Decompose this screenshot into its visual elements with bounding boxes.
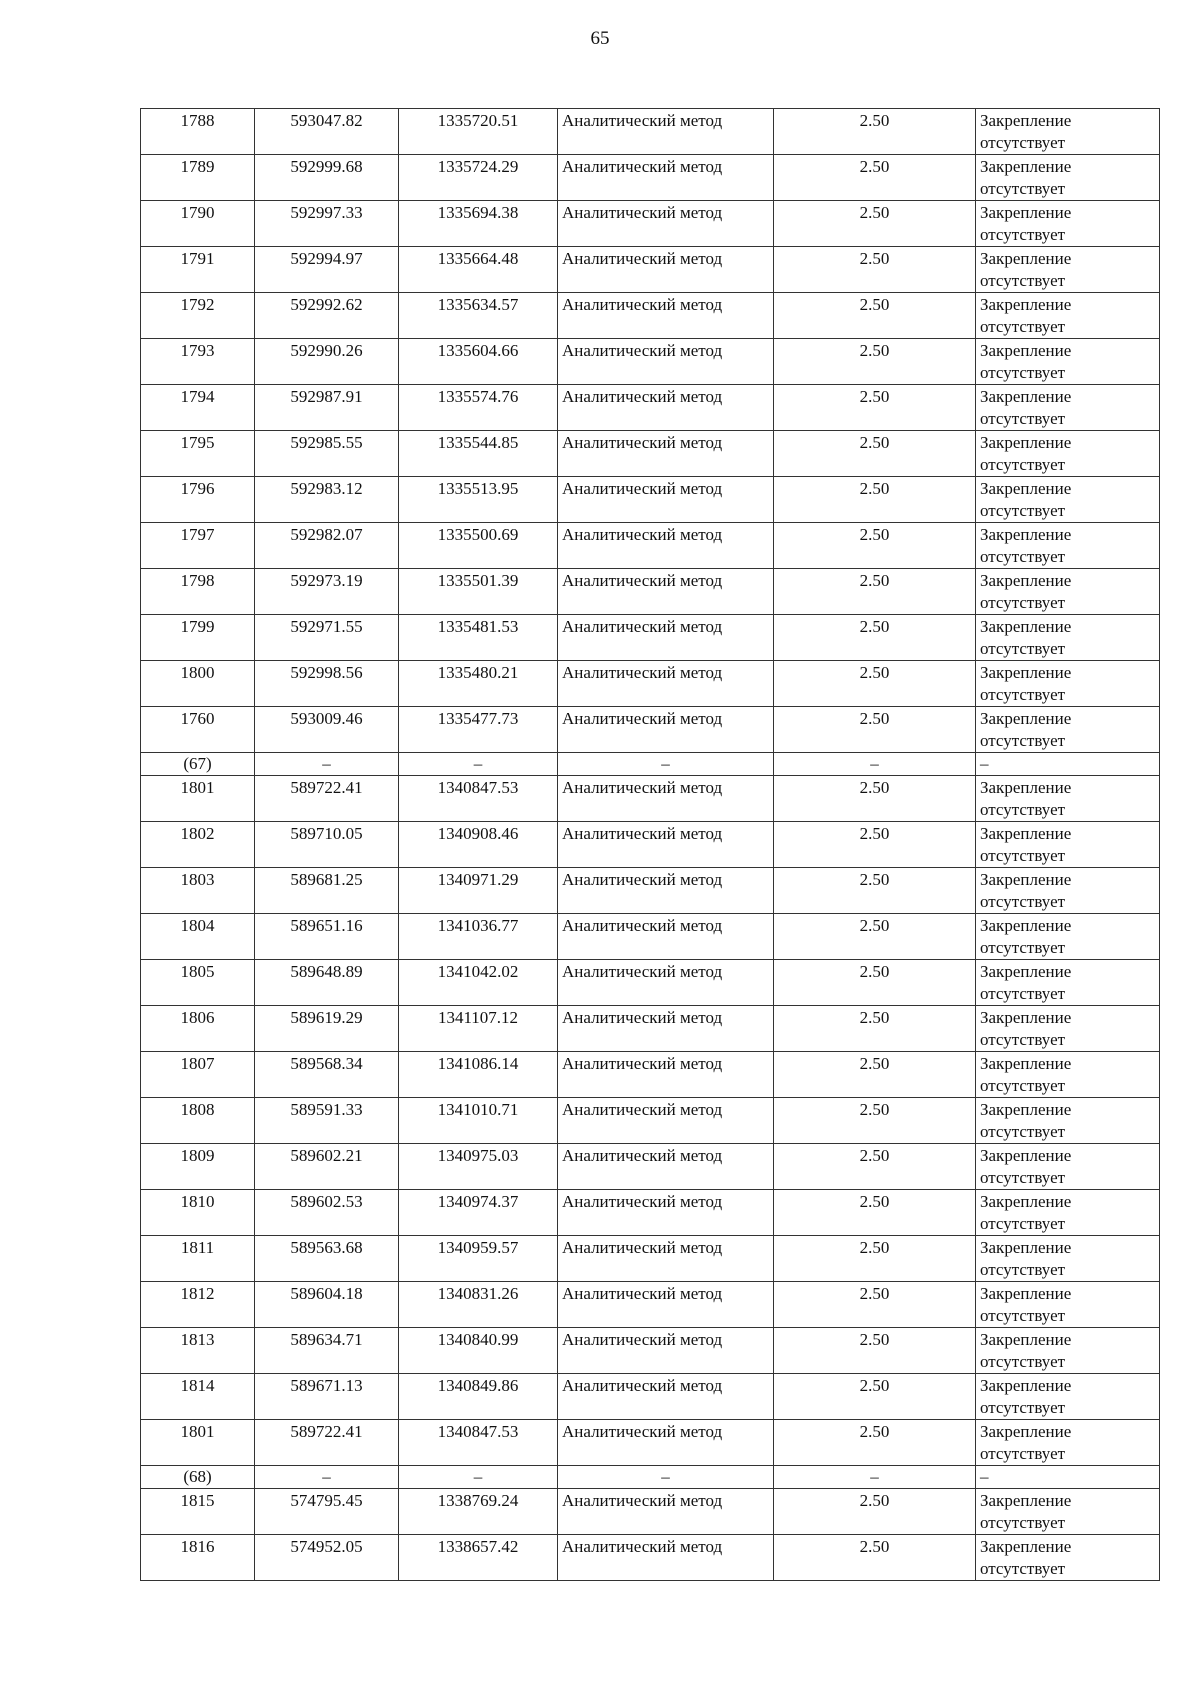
table-row <box>141 1489 1160 1535</box>
table-row <box>141 1328 1160 1374</box>
table-row <box>141 776 1160 822</box>
accuracy-cell: 2.50 <box>774 1374 976 1420</box>
point-number-cell: 1798 <box>141 569 255 615</box>
fixing-description-cell: Закрепление отсутствует <box>976 431 1160 477</box>
x-coordinate-cell: – <box>255 1466 399 1489</box>
fixing-description-cell: Закрепление отсутствует <box>976 109 1160 155</box>
method-cell: Аналитический метод <box>558 477 774 523</box>
table-row <box>141 339 1160 385</box>
accuracy-cell: 2.50 <box>774 707 976 753</box>
table-row <box>141 1374 1160 1420</box>
x-coordinate-cell: 592992.62 <box>255 293 399 339</box>
accuracy-cell: 2.50 <box>774 776 976 822</box>
fixing-description-cell: Закрепление отсутствует <box>976 1420 1160 1466</box>
point-number-cell: 1806 <box>141 1006 255 1052</box>
method-cell: Аналитический метод <box>558 1052 774 1098</box>
x-coordinate-cell: 589710.05 <box>255 822 399 868</box>
fixing-description-cell: Закрепление отсутствует <box>976 1535 1160 1581</box>
table-row <box>141 431 1160 477</box>
y-coordinate-cell: 1340847.53 <box>399 776 558 822</box>
y-coordinate-cell: – <box>399 753 558 776</box>
x-coordinate-cell: 589563.68 <box>255 1236 399 1282</box>
fixing-description-cell: Закрепление отсутствует <box>976 1374 1160 1420</box>
point-number-cell: 1801 <box>141 776 255 822</box>
y-coordinate-cell: 1338769.24 <box>399 1489 558 1535</box>
method-cell: Аналитический метод <box>558 1489 774 1535</box>
y-coordinate-cell: 1340975.03 <box>399 1144 558 1190</box>
y-coordinate-cell: 1335544.85 <box>399 431 558 477</box>
point-number-cell: 1815 <box>141 1489 255 1535</box>
method-cell: Аналитический метод <box>558 776 774 822</box>
point-number-cell: 1795 <box>141 431 255 477</box>
method-cell: Аналитический метод <box>558 1374 774 1420</box>
point-number-cell: 1803 <box>141 868 255 914</box>
point-number-cell: 1802 <box>141 822 255 868</box>
method-cell: Аналитический метод <box>558 914 774 960</box>
accuracy-cell: 2.50 <box>774 109 976 155</box>
x-coordinate-cell: 589722.41 <box>255 776 399 822</box>
y-coordinate-cell: 1341107.12 <box>399 1006 558 1052</box>
point-number-cell: 1792 <box>141 293 255 339</box>
table-row <box>141 155 1160 201</box>
accuracy-cell: 2.50 <box>774 615 976 661</box>
fixing-description-cell: – <box>976 1466 1160 1489</box>
y-coordinate-cell: 1340849.86 <box>399 1374 558 1420</box>
x-coordinate-cell: 592973.19 <box>255 569 399 615</box>
point-number-cell: 1812 <box>141 1282 255 1328</box>
y-coordinate-cell: 1340971.29 <box>399 868 558 914</box>
fixing-description-cell: Закрепление отсутствует <box>976 201 1160 247</box>
accuracy-cell: 2.50 <box>774 1098 976 1144</box>
point-number-cell: (68) <box>141 1466 255 1489</box>
x-coordinate-cell: 592990.26 <box>255 339 399 385</box>
method-cell: Аналитический метод <box>558 293 774 339</box>
table-row <box>141 1006 1160 1052</box>
y-coordinate-cell: 1340974.37 <box>399 1190 558 1236</box>
method-cell: Аналитический метод <box>558 1144 774 1190</box>
y-coordinate-cell: 1335694.38 <box>399 201 558 247</box>
method-cell: Аналитический метод <box>558 523 774 569</box>
point-number-cell: 1804 <box>141 914 255 960</box>
table-row <box>141 960 1160 1006</box>
table-row <box>141 822 1160 868</box>
x-coordinate-cell: 574952.05 <box>255 1535 399 1581</box>
fixing-description-cell: Закрепление отсутствует <box>976 822 1160 868</box>
accuracy-cell: 2.50 <box>774 1535 976 1581</box>
method-cell: Аналитический метод <box>558 1420 774 1466</box>
x-coordinate-cell: 589671.13 <box>255 1374 399 1420</box>
page-number: 65 <box>590 28 610 49</box>
method-cell: Аналитический метод <box>558 1098 774 1144</box>
x-coordinate-cell: 593009.46 <box>255 707 399 753</box>
fixing-description-cell: Закрепление отсутствует <box>976 477 1160 523</box>
fixing-description-cell: Закрепление отсутствует <box>976 1144 1160 1190</box>
accuracy-cell: 2.50 <box>774 293 976 339</box>
point-number-cell: 1790 <box>141 201 255 247</box>
accuracy-cell: 2.50 <box>774 1144 976 1190</box>
x-coordinate-cell: 589681.25 <box>255 868 399 914</box>
fixing-description-cell: Закрепление отсутствует <box>976 1236 1160 1282</box>
table-row <box>141 523 1160 569</box>
accuracy-cell: 2.50 <box>774 822 976 868</box>
x-coordinate-cell: 592998.56 <box>255 661 399 707</box>
y-coordinate-cell: 1335481.53 <box>399 615 558 661</box>
accuracy-cell: – <box>774 753 976 776</box>
y-coordinate-cell: 1335664.48 <box>399 247 558 293</box>
method-cell: Аналитический метод <box>558 431 774 477</box>
y-coordinate-cell: 1335634.57 <box>399 293 558 339</box>
point-number-cell: 1805 <box>141 960 255 1006</box>
accuracy-cell: 2.50 <box>774 1420 976 1466</box>
method-cell: – <box>558 1466 774 1489</box>
point-number-cell: 1789 <box>141 155 255 201</box>
point-number-cell: 1793 <box>141 339 255 385</box>
contour-separator-row <box>141 1466 1160 1489</box>
method-cell: Аналитический метод <box>558 339 774 385</box>
y-coordinate-cell: 1340959.57 <box>399 1236 558 1282</box>
method-cell: – <box>558 753 774 776</box>
x-coordinate-cell: 592987.91 <box>255 385 399 431</box>
fixing-description-cell: Закрепление отсутствует <box>976 523 1160 569</box>
table-row <box>141 109 1160 155</box>
point-number-cell: 1814 <box>141 1374 255 1420</box>
x-coordinate-cell: 593047.82 <box>255 109 399 155</box>
y-coordinate-cell: 1335720.51 <box>399 109 558 155</box>
fixing-description-cell: Закрепление отсутствует <box>976 339 1160 385</box>
method-cell: Аналитический метод <box>558 385 774 431</box>
fixing-description-cell: Закрепление отсутствует <box>976 569 1160 615</box>
table-row <box>141 1282 1160 1328</box>
contour-separator-row <box>141 753 1160 776</box>
fixing-description-cell: Закрепление отсутствует <box>976 1052 1160 1098</box>
x-coordinate-cell: 592971.55 <box>255 615 399 661</box>
accuracy-cell: 2.50 <box>774 661 976 707</box>
x-coordinate-cell: 589602.21 <box>255 1144 399 1190</box>
table-row <box>141 477 1160 523</box>
accuracy-cell: 2.50 <box>774 385 976 431</box>
coordinates-table <box>140 108 1160 1581</box>
fixing-description-cell: Закрепление отсутствует <box>976 385 1160 431</box>
fixing-description-cell: Закрепление отсутствует <box>976 960 1160 1006</box>
accuracy-cell: 2.50 <box>774 339 976 385</box>
y-coordinate-cell: 1335501.39 <box>399 569 558 615</box>
y-coordinate-cell: 1338657.42 <box>399 1535 558 1581</box>
table-row <box>141 1052 1160 1098</box>
method-cell: Аналитический метод <box>558 707 774 753</box>
table-row <box>141 868 1160 914</box>
x-coordinate-cell: 589634.71 <box>255 1328 399 1374</box>
y-coordinate-cell: – <box>399 1466 558 1489</box>
method-cell: Аналитический метод <box>558 1236 774 1282</box>
y-coordinate-cell: 1341086.14 <box>399 1052 558 1098</box>
fixing-description-cell: Закрепление отсутствует <box>976 247 1160 293</box>
x-coordinate-cell: 589602.53 <box>255 1190 399 1236</box>
accuracy-cell: 2.50 <box>774 523 976 569</box>
y-coordinate-cell: 1335477.73 <box>399 707 558 753</box>
x-coordinate-cell: 592983.12 <box>255 477 399 523</box>
method-cell: Аналитический метод <box>558 201 774 247</box>
fixing-description-cell: Закрепление отсутствует <box>976 615 1160 661</box>
x-coordinate-cell: 574795.45 <box>255 1489 399 1535</box>
y-coordinate-cell: 1335604.66 <box>399 339 558 385</box>
x-coordinate-cell: – <box>255 753 399 776</box>
point-number-cell: 1813 <box>141 1328 255 1374</box>
x-coordinate-cell: 592994.97 <box>255 247 399 293</box>
point-number-cell: 1810 <box>141 1190 255 1236</box>
point-number-cell: 1796 <box>141 477 255 523</box>
x-coordinate-cell: 589648.89 <box>255 960 399 1006</box>
x-coordinate-cell: 589619.29 <box>255 1006 399 1052</box>
accuracy-cell: 2.50 <box>774 247 976 293</box>
point-number-cell: 1791 <box>141 247 255 293</box>
point-number-cell: 1760 <box>141 707 255 753</box>
coordinates-table-body <box>141 109 1160 1581</box>
table-row <box>141 914 1160 960</box>
fixing-description-cell: Закрепление отсутствует <box>976 1006 1160 1052</box>
x-coordinate-cell: 589651.16 <box>255 914 399 960</box>
x-coordinate-cell: 592997.33 <box>255 201 399 247</box>
point-number-cell: 1808 <box>141 1098 255 1144</box>
accuracy-cell: 2.50 <box>774 201 976 247</box>
x-coordinate-cell: 592985.55 <box>255 431 399 477</box>
point-number-cell: 1816 <box>141 1535 255 1581</box>
method-cell: Аналитический метод <box>558 1282 774 1328</box>
table-row <box>141 661 1160 707</box>
accuracy-cell: 2.50 <box>774 1236 976 1282</box>
accuracy-cell: 2.50 <box>774 914 976 960</box>
y-coordinate-cell: 1335574.76 <box>399 385 558 431</box>
table-row <box>141 1535 1160 1581</box>
point-number-cell: 1811 <box>141 1236 255 1282</box>
method-cell: Аналитический метод <box>558 569 774 615</box>
table-row <box>141 1190 1160 1236</box>
method-cell: Аналитический метод <box>558 1328 774 1374</box>
table-row <box>141 1098 1160 1144</box>
point-number-cell: 1797 <box>141 523 255 569</box>
method-cell: Аналитический метод <box>558 868 774 914</box>
fixing-description-cell: Закрепление отсутствует <box>976 776 1160 822</box>
point-number-cell: 1800 <box>141 661 255 707</box>
point-number-cell: 1801 <box>141 1420 255 1466</box>
y-coordinate-cell: 1340847.53 <box>399 1420 558 1466</box>
x-coordinate-cell: 589722.41 <box>255 1420 399 1466</box>
method-cell: Аналитический метод <box>558 1535 774 1581</box>
method-cell: Аналитический метод <box>558 1006 774 1052</box>
accuracy-cell: 2.50 <box>774 1006 976 1052</box>
method-cell: Аналитический метод <box>558 615 774 661</box>
fixing-description-cell: Закрепление отсутствует <box>976 1489 1160 1535</box>
point-number-cell: 1809 <box>141 1144 255 1190</box>
y-coordinate-cell: 1341036.77 <box>399 914 558 960</box>
x-coordinate-cell: 592999.68 <box>255 155 399 201</box>
fixing-description-cell: Закрепление отсутствует <box>976 707 1160 753</box>
table-row <box>141 707 1160 753</box>
y-coordinate-cell: 1335500.69 <box>399 523 558 569</box>
accuracy-cell: 2.50 <box>774 1190 976 1236</box>
x-coordinate-cell: 589568.34 <box>255 1052 399 1098</box>
method-cell: Аналитический метод <box>558 661 774 707</box>
point-number-cell: 1799 <box>141 615 255 661</box>
fixing-description-cell: Закрепление отсутствует <box>976 914 1160 960</box>
x-coordinate-cell: 592982.07 <box>255 523 399 569</box>
y-coordinate-cell: 1341042.02 <box>399 960 558 1006</box>
fixing-description-cell: – <box>976 753 1160 776</box>
y-coordinate-cell: 1340840.99 <box>399 1328 558 1374</box>
accuracy-cell: 2.50 <box>774 155 976 201</box>
point-number-cell: 1807 <box>141 1052 255 1098</box>
method-cell: Аналитический метод <box>558 109 774 155</box>
table-row <box>141 569 1160 615</box>
x-coordinate-cell: 589604.18 <box>255 1282 399 1328</box>
fixing-description-cell: Закрепление отсутствует <box>976 293 1160 339</box>
fixing-description-cell: Закрепление отсутствует <box>976 1282 1160 1328</box>
fixing-description-cell: Закрепление отсутствует <box>976 1098 1160 1144</box>
fixing-description-cell: Закрепление отсутствует <box>976 868 1160 914</box>
accuracy-cell: 2.50 <box>774 1282 976 1328</box>
accuracy-cell: 2.50 <box>774 569 976 615</box>
accuracy-cell: 2.50 <box>774 960 976 1006</box>
accuracy-cell: – <box>774 1466 976 1489</box>
y-coordinate-cell: 1340831.26 <box>399 1282 558 1328</box>
point-number-cell: (67) <box>141 753 255 776</box>
fixing-description-cell: Закрепление отсутствует <box>976 1328 1160 1374</box>
method-cell: Аналитический метод <box>558 155 774 201</box>
y-coordinate-cell: 1335480.21 <box>399 661 558 707</box>
accuracy-cell: 2.50 <box>774 868 976 914</box>
table-row <box>141 293 1160 339</box>
method-cell: Аналитический метод <box>558 247 774 293</box>
accuracy-cell: 2.50 <box>774 1328 976 1374</box>
table-row <box>141 615 1160 661</box>
point-number-cell: 1788 <box>141 109 255 155</box>
table-row <box>141 247 1160 293</box>
accuracy-cell: 2.50 <box>774 1489 976 1535</box>
table-row <box>141 201 1160 247</box>
table-row <box>141 1236 1160 1282</box>
method-cell: Аналитический метод <box>558 822 774 868</box>
point-number-cell: 1794 <box>141 385 255 431</box>
y-coordinate-cell: 1335724.29 <box>399 155 558 201</box>
fixing-description-cell: Закрепление отсутствует <box>976 1190 1160 1236</box>
fixing-description-cell: Закрепление отсутствует <box>976 155 1160 201</box>
method-cell: Аналитический метод <box>558 960 774 1006</box>
table-row <box>141 1144 1160 1190</box>
accuracy-cell: 2.50 <box>774 477 976 523</box>
table-row <box>141 1420 1160 1466</box>
y-coordinate-cell: 1340908.46 <box>399 822 558 868</box>
y-coordinate-cell: 1341010.71 <box>399 1098 558 1144</box>
table-row <box>141 385 1160 431</box>
accuracy-cell: 2.50 <box>774 431 976 477</box>
x-coordinate-cell: 589591.33 <box>255 1098 399 1144</box>
y-coordinate-cell: 1335513.95 <box>399 477 558 523</box>
fixing-description-cell: Закрепление отсутствует <box>976 661 1160 707</box>
accuracy-cell: 2.50 <box>774 1052 976 1098</box>
method-cell: Аналитический метод <box>558 1190 774 1236</box>
